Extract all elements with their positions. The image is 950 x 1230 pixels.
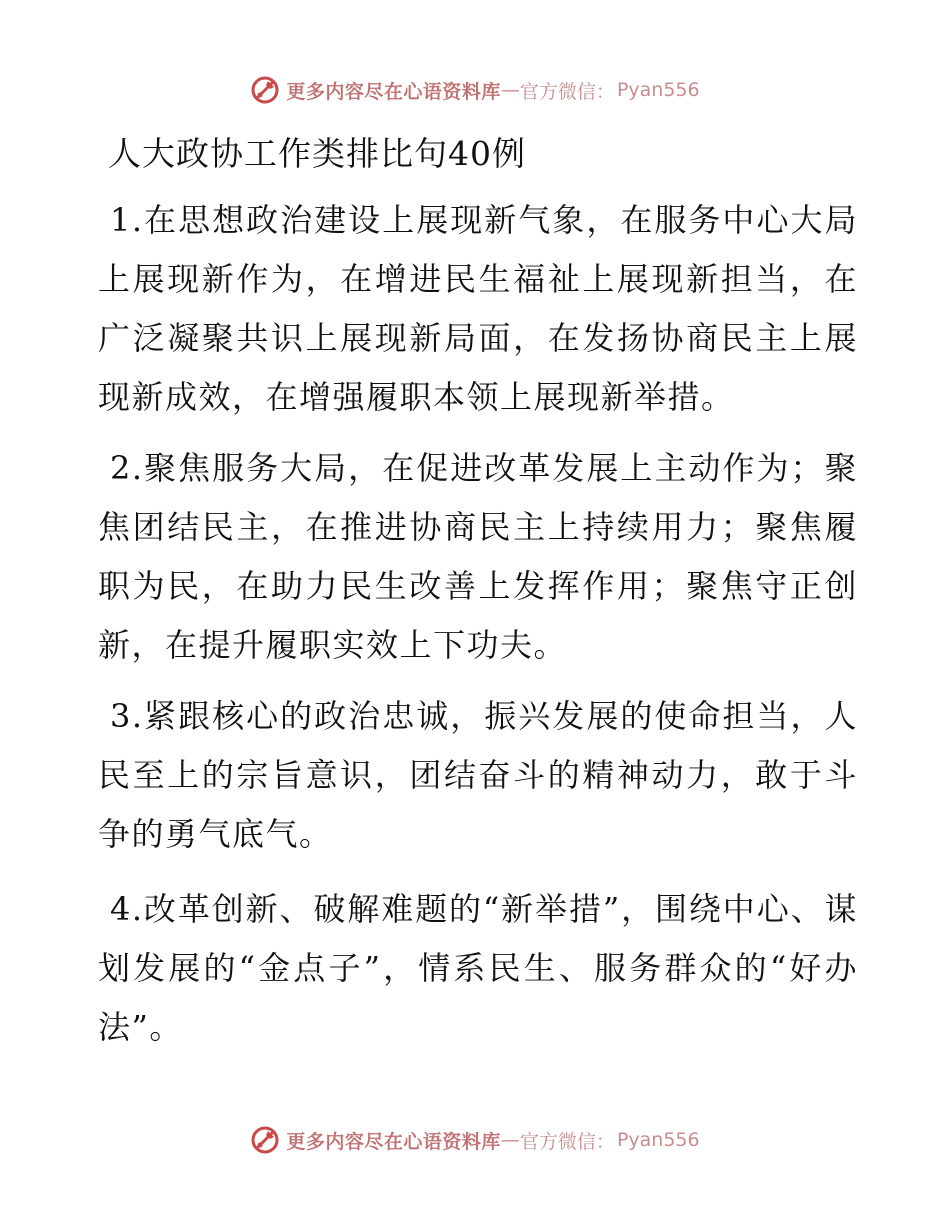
- paragraph-text: 改革创新、破解难题的“新举措”，围绕中心、谋划发展的“金点子”，情系民生、服务群众的“好办法”。: [98, 890, 858, 1046]
- banner-wechat-id: Pyan556: [616, 79, 700, 101]
- banner-contact-label: 官方微信：: [519, 80, 615, 103]
- paragraph-3: [98, 687, 858, 864]
- paragraph-4: [98, 880, 858, 1057]
- paragraph-1: [98, 191, 858, 427]
- header-banner: [0, 70, 950, 110]
- paragraph-text: 聚焦服务大局，在促进改革发展上主动作为；聚焦团结民主，在推进协商民主上持续用力；聚焦履职为民，在助力民生改善上发挥作用；聚焦守正创新，在提升履职实效上下功夫。: [98, 449, 858, 664]
- banner-brand: 更多内容尽在心语资料库: [286, 1130, 501, 1153]
- logo-icon: [250, 75, 280, 105]
- paragraph-number: 4.: [110, 890, 144, 928]
- banner-wechat-id: Pyan556: [616, 1129, 700, 1151]
- paragraph-number: 2.: [110, 449, 144, 487]
- logo-icon: [250, 1125, 280, 1155]
- footer-banner: [0, 1120, 950, 1160]
- banner-brand: 更多内容尽在心语资料库: [286, 80, 501, 103]
- paragraph-2: [98, 439, 858, 675]
- banner-separator: —: [500, 1129, 520, 1151]
- banner-contact-label: 官方微信：: [519, 1130, 615, 1153]
- paragraph-number: 3.: [110, 697, 144, 735]
- paragraph-text: 紧跟核心的政治忠诚，振兴发展的使命担当，人民至上的宗旨意识，团结奋斗的精神动力，敢于斗争的勇气底气。: [98, 697, 858, 853]
- paragraph-text: 在思想政治建设上展现新气象，在服务中心大局上展现新作为，在增进民生福祉上展现新担当，在广泛凝聚共识上展现新局面，在发扬协商民主上展现新成效，在增强履职本领上展现新举措。: [98, 201, 858, 416]
- paragraph-number: 1.: [110, 201, 144, 239]
- document-title: 人大政协工作类排比句40例: [108, 134, 526, 173]
- banner-separator: —: [500, 79, 520, 101]
